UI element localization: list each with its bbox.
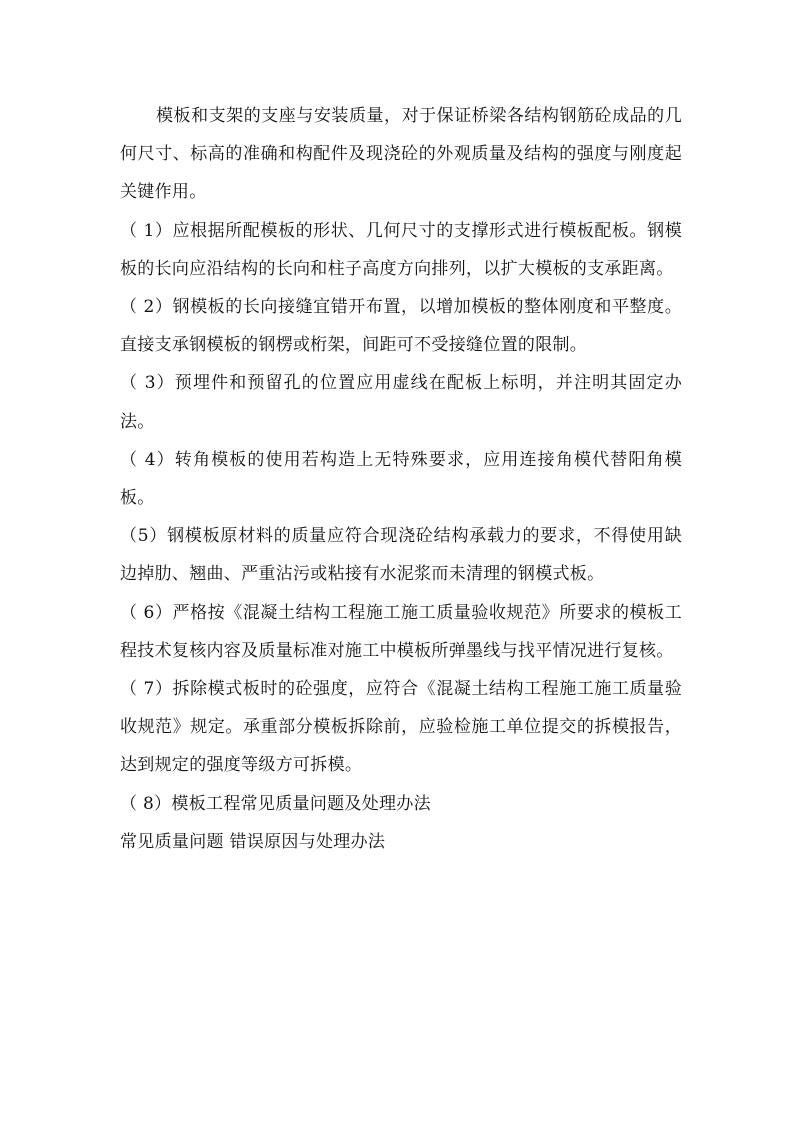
item-4-paragraph: （ 4）转角模板的使用若构造上无特殊要求，应用连接角模代替阳角模板。 — [120, 449, 682, 509]
item-3-paragraph: （ 3）预埋件和预留孔的位置应用虚线在配板上标明，并注明其固定办法。 — [120, 373, 682, 432]
item-5-paragraph: （5）钢模板原材料的质量应符合现浇砼结构承载力的要求，不得使用缺边掉肋、翘曲、严重沾污或粘接有水泥浆而未清理的钢模式板。 — [120, 526, 682, 585]
table-header-line: 常见质量问题 错误原因与处理办法 — [120, 831, 386, 852]
document-body — [120, 97, 682, 861]
item-7-paragraph: （ 7）拆除模式板时的砼强度，应符合《混凝土结构工程施工施工质量验收规范》规定。承重部分模板拆除前，应验检施工单位提交的拆模报告，达到规定的强度等级方可拆模。 — [120, 679, 682, 776]
intro-paragraph: 模板和支架的支座与安装质量，对于保证桥梁各结构钢筋砼成品的几何尺寸、标高的准确和构配件及现浇砼的外观质量及结构的强度与刚度起关键作用。 — [120, 106, 682, 203]
item-1-paragraph: （ 1）应根据所配模板的形状、几何尺寸的支撑形式进行模板配板。钢模板的长向应沿结构的长向和柱子高度方向排列，以扩大模板的支承距离。 — [120, 220, 682, 279]
item-2-paragraph: （ 2）钢模板的长向接缝宜错开布置，以增加模板的整体刚度和平整度。直接支承钢模板的钢楞或桁架，间距可不受接缝位置的限制。 — [120, 297, 682, 356]
item-6-paragraph: （ 6）严格按《混凝土结构工程施工施工质量验收规范》所要求的模板工程技术复核内容及质量标准对施工中模板所弹墨线与找平情况进行复核。 — [120, 602, 682, 661]
item-8-paragraph: （ 8）模板工程常见质量问题及处理办法 — [120, 793, 431, 814]
